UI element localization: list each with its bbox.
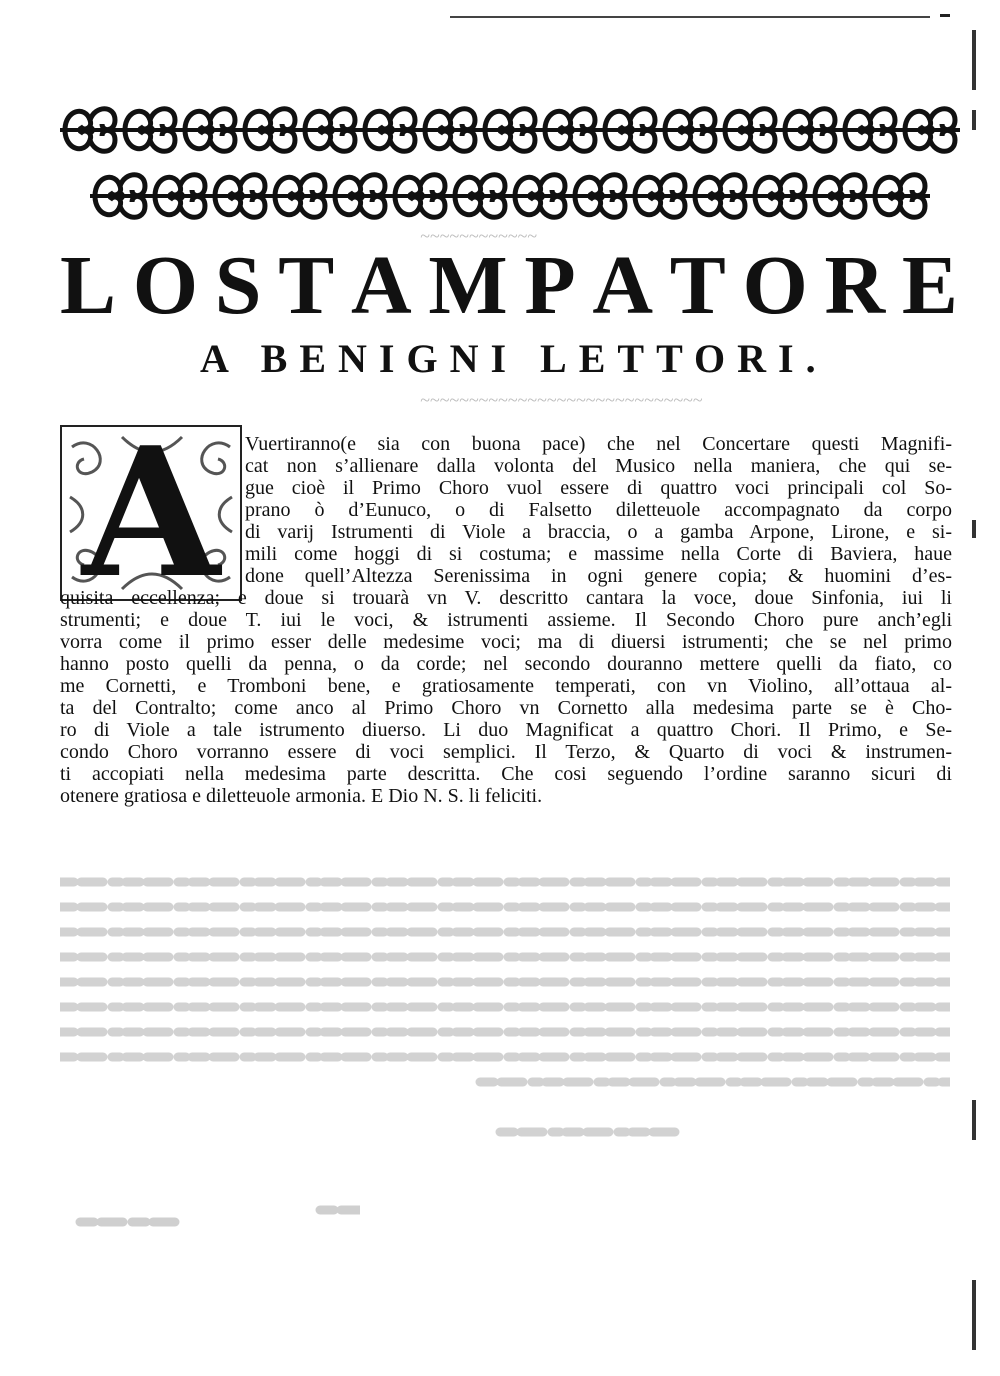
binding-edge [972,520,976,538]
title-letter: A [592,239,655,332]
text-line: otenere gratiosa e diletteuole armonia. E Dio N. S. li feliciti. [60,785,543,807]
text-line: cat non s’allienare dalla volonta del Musico nella maniera, che qui se- [245,455,952,477]
text-line: done quell’Altezza Serenissima in ogni genere copia; & huomini d’es- [245,565,952,587]
text-line: ti accopiati nella medesima parte descritta. Che cosi seguendo l’ordine saranno sicuri di [60,763,952,785]
text-line: prano ò d’Eunuco, o di Falsetto diletteuole accompagnato da corpo [245,499,952,521]
title-letter: M [428,239,510,332]
text-line: strumenti; e doue T. iui le voci, & istrumenti assieme. Il Secondo Choro pure anch’egli [60,609,952,631]
bleed-through-text: ~~~~~~~~~~~~~~~~~~~~~~~~~~~~~ [420,390,703,410]
binding-edge [972,30,976,90]
page-title [60,240,960,332]
title-letter: P [524,239,578,332]
bleed-through-area [60,800,950,1180]
text-line: hanno posto quelli da penna, o da corde; nel secondo douranno mettere quelli da fiato, co [60,653,952,675]
title-letter: E [901,239,960,332]
text-line: ta del Contralto; come anco al Primo Choro vn Cornetto alla medesima parte se è Cho- [60,697,952,719]
binding-edge [972,110,976,130]
bleed-through-text: ~~~~~~~~~~~~ [420,226,537,246]
title-letter: L [60,239,119,332]
title-letter: T [669,239,728,332]
text-line: me Cornetti, e Tromboni bene, e gratiosamente temperati, con vn Violino, all’ottaua al- [60,675,952,697]
title-letter: T [278,239,337,332]
corner-mark [940,14,950,17]
binding-edge [972,1280,976,1350]
decorated-initial [60,425,242,601]
text-line: condo Choro vorranno essere di voci semplici. Il Terzo, & Quarto di voci & instrumen- [60,741,952,763]
text-line: di varij Istrumenti di Viole a braccia, o a gamba Arpone, Lirone, e si- [245,521,952,543]
ornament-band-bottom [60,166,960,226]
text-line: gue cioè il Primo Choro vuol essere di quattro voci principali col So- [245,477,952,499]
text-line: Vuertiranno(e sia con buona pace) che nel Concertare questi Magnifi- [245,433,952,455]
title-letter: O [132,239,201,332]
top-rule [450,16,930,18]
page-subtitle: A BENIGNI LETTORI. [200,336,828,381]
text-line: mili come hoggi di si costuma; e massime nella Corte di Baviera, haue [245,543,952,565]
title-letter: R [824,239,888,332]
bleed-through-area [60,1200,360,1290]
text-line: ro di Viole a tale istrumento diuerso. Li duo Magnificat a quattro Chori. Il Primo, e Se- [60,719,952,741]
title-letter: O [742,239,810,332]
text-line: vorra come il primo esser delle medesime voci; ma di diuersi istrumenti; che se nel primo [60,631,952,653]
text-line: quisita eccellenza; e doue si trouarà vn V. descritto cantara la voce, doue Sinfonia, iui li [60,587,952,609]
binding-edge [972,1100,976,1140]
ornament-band-top [60,100,960,160]
initial-letter: A [81,425,221,601]
title-letter: S [214,239,264,332]
title-letter: A [350,239,414,332]
